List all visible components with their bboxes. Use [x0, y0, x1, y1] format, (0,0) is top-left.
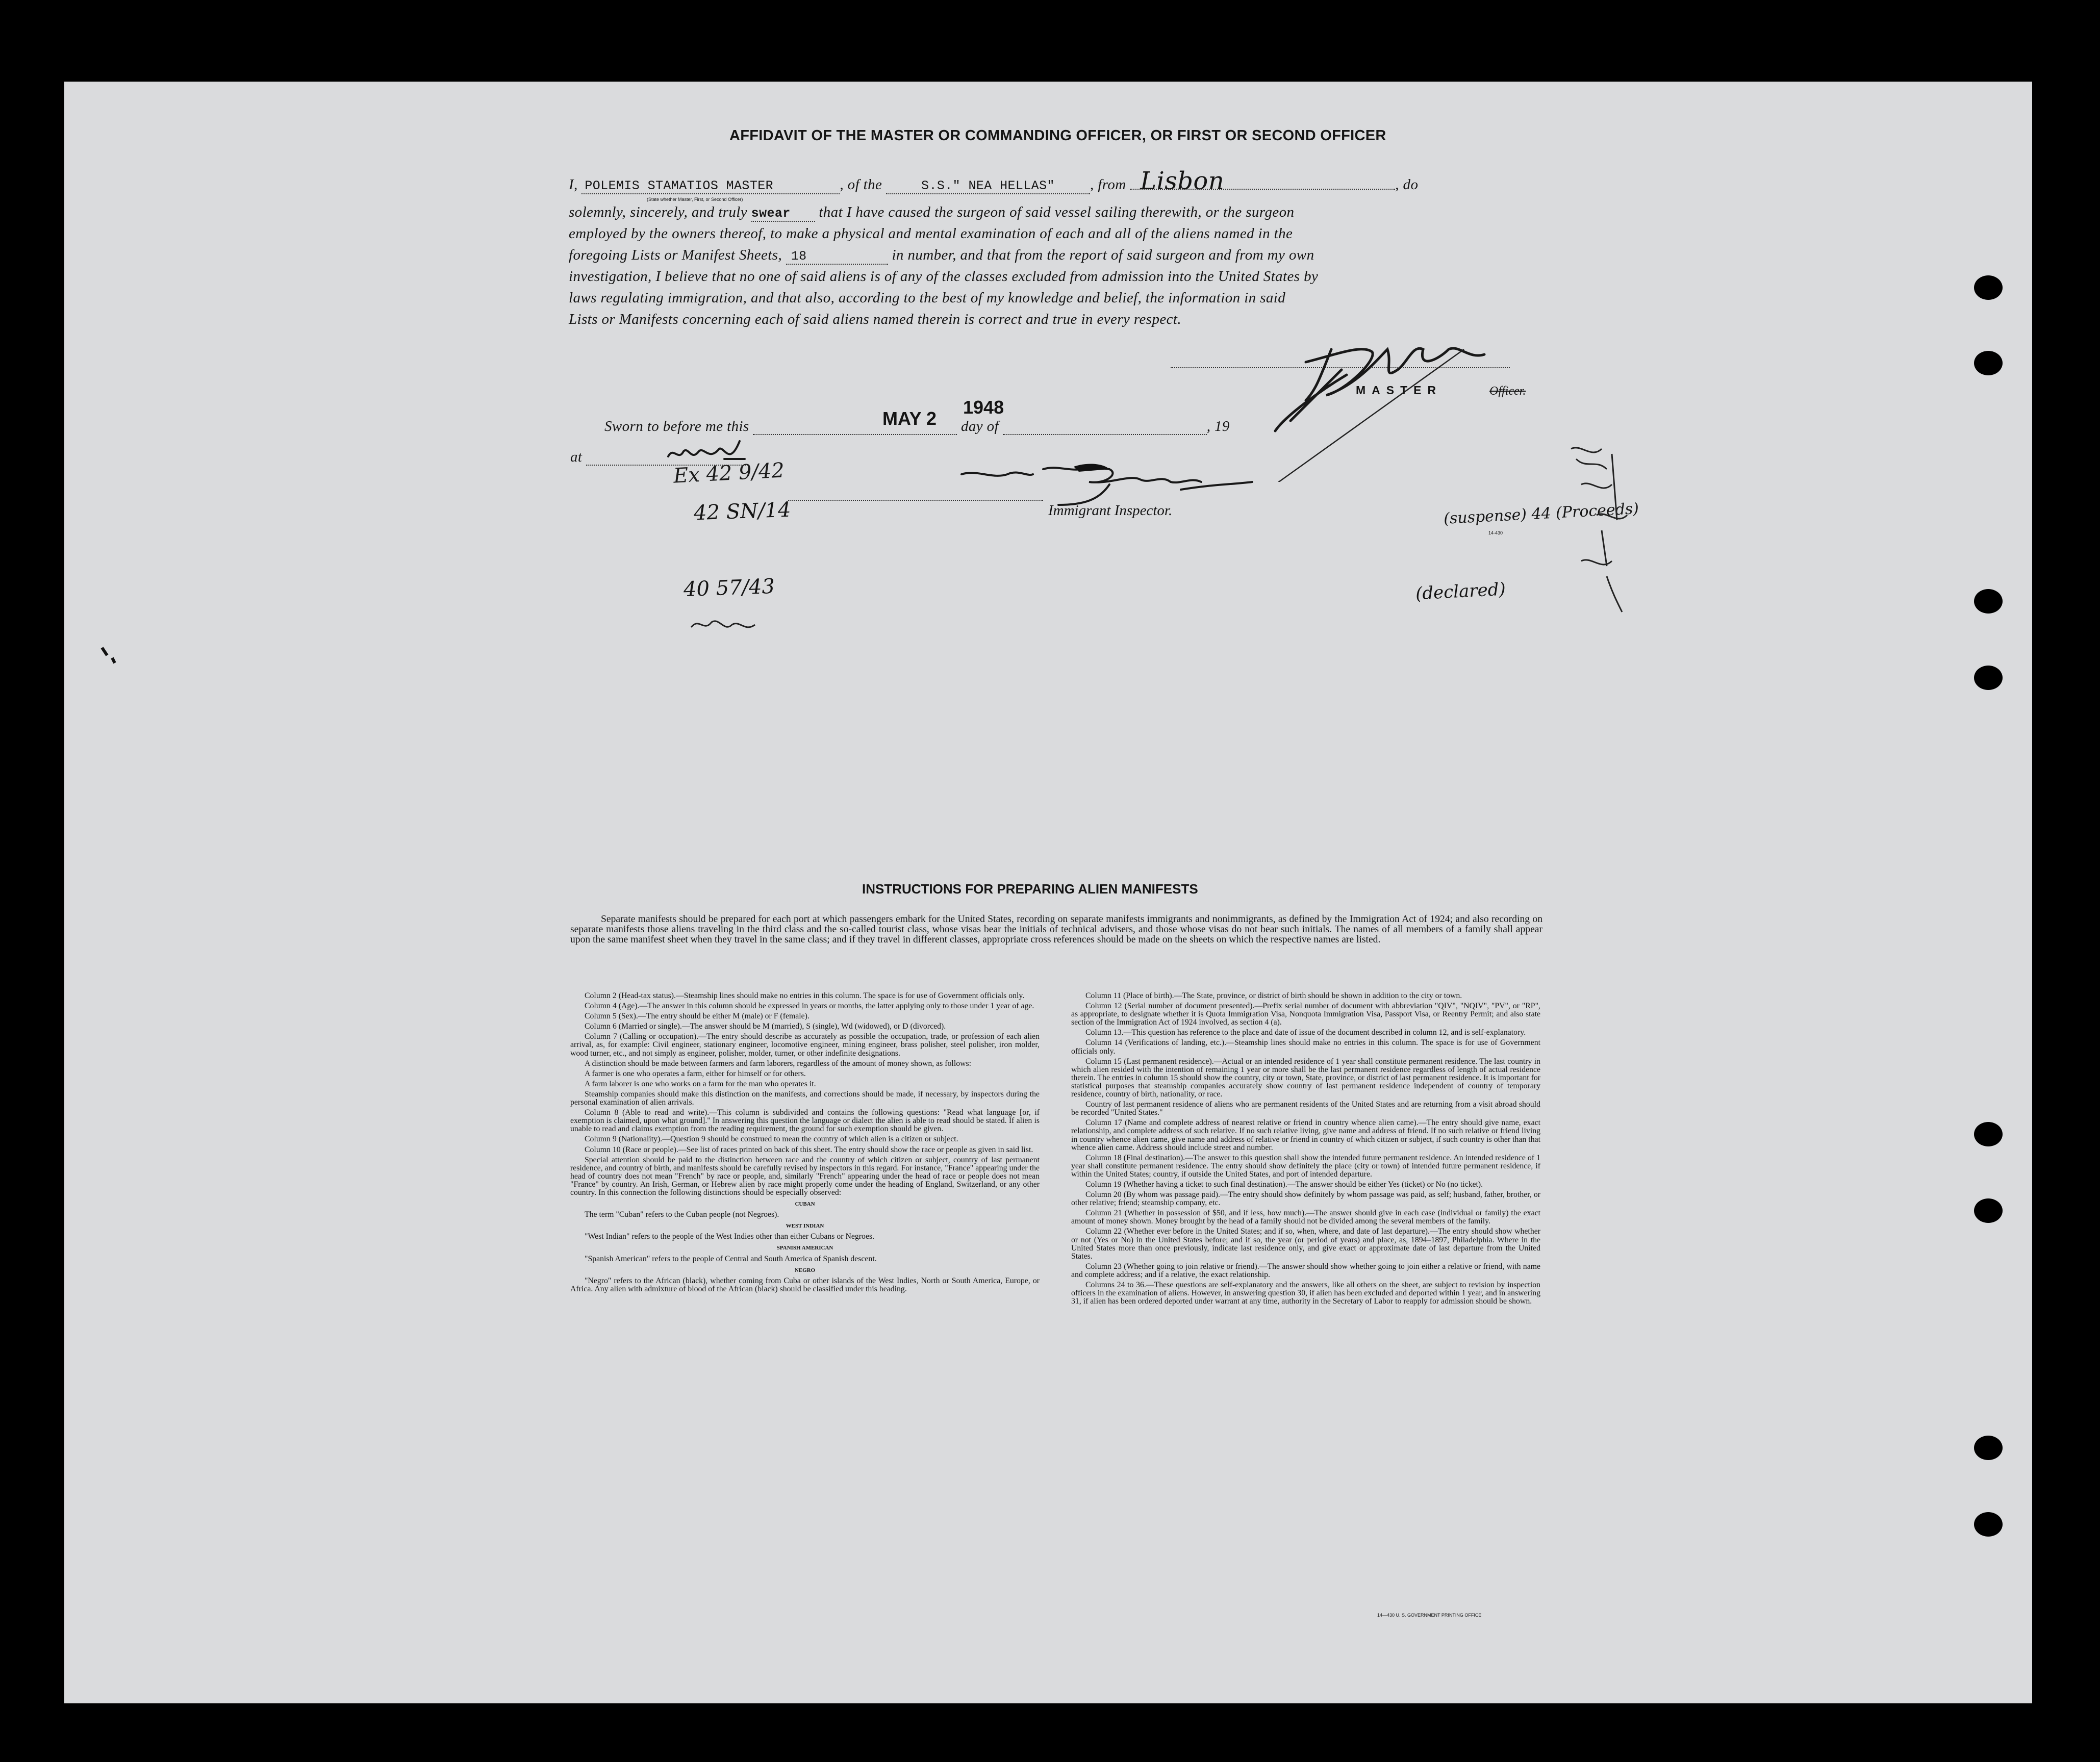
affidavit-text: I, [569, 176, 578, 193]
column-8-instruction: Column 8 (Able to read and write).—This column is subdivided and contains the following questions: "Read what language [or, if exemption is claimed, upon what ground]." In answering this question the language or dialect the alien is able to read should be stated. If alien is unable to read and claims exemption from the reading requirement, the ground for such exemption should be given. [570, 1108, 1040, 1134]
margin-annotation: Ex 42 9/42 [672, 458, 785, 488]
punch-hole [1974, 351, 2003, 375]
punch-hole [1974, 1198, 2003, 1223]
sheet-count-field: 18 [786, 249, 888, 265]
column-18-instruction: Column 18 (Final destination).—The answer to this question shall show the intended future permanent residence. An intended residence of 1 year shall constitute permanent residence. The entry should show definitely the place (city or town) of intended future permanent residence, if within the United States; country, if outside the United States, and port of intended departure. [1071, 1153, 1540, 1179]
column-4-instruction: Column 4 (Age).—The answer in this column should be expressed in years or months, the latter applying only to those under 1 year of age. [585, 1002, 1034, 1011]
race-definition-west-indian: "West Indian" refers to the people of the West Indies other than either Cubans or Negroes. [585, 1232, 875, 1241]
instructions-intro [570, 914, 1542, 945]
affidavit-line-4 [569, 247, 1546, 265]
column-15-us-residents-note: Country of last permanent residence of aliens who are permanent residents of the United States and are returning from a visit abroad should be recorded "United States." [1071, 1100, 1540, 1117]
sworn-text: , 19 [1206, 418, 1230, 435]
race-heading-cuban: CUBAN [795, 1201, 815, 1208]
punch-hole [1974, 1512, 2003, 1537]
instructions-left-column [570, 992, 1040, 1295]
sworn-text: day of [960, 418, 999, 435]
column-7-farmers-note: A distinction should be made between farmers and farm laborers, regardless of the amount of money shown, as follows: [585, 1059, 972, 1068]
column-22-instruction: Column 22 (Whether ever before in the United States; and if so, when, where, and date of last departure).—The entry should show whether or not (Yes or No) in the United States before; and if so, the year (or period of years) and place, as, 1894–1897, Philadelphia. Where in the United States more than once previously, indicate last residence only, and give exact or approximate date of last departure from the United States. [1071, 1227, 1540, 1261]
column-21-instruction: Column 21 (Whether in possession of $50, and if less, how much).—The answer should give in each case (individual or family) the exact amount of money shown. Money brought by the head of a family should not be divided among the several members of the family. [1071, 1209, 1540, 1226]
margin-annotation: (declared) [1415, 579, 1506, 604]
at-text: at [570, 449, 583, 465]
affidavit-line-3: employed by the owners thereof, to make a physical and mental examination of each and all of the aliens named in the [569, 225, 1293, 242]
from-port-handwritten: Lisbon [1130, 173, 1395, 190]
affidavit-text: , do [1395, 176, 1419, 193]
master-label: MASTER [1356, 384, 1443, 397]
affidavit-text: , from [1090, 176, 1126, 193]
race-distinction-note: Special attention should be paid to the distinction between race and the country of which citizen or subject, country of last permanent residence, and country of birth, and manifests should be carefully revised by inspectors in this regard. For instance, "France" appearing under the head of country does not mean "French" by race or people, and, similarly "French" appearing under the head of race or people does not mean "France" by country. An Irish, German, or Hebrew alien by race might properly come under the heading of England, Switzerland, or any other country. In this connection the following distinctions should be especially observed: [570, 1155, 1040, 1197]
printing-office-footer: 14—430 U. S. GOVERNMENT PRINTING OFFICE [1377, 1613, 1482, 1618]
swear-field: swear [751, 206, 815, 222]
affidavit-line-1 [569, 167, 1546, 195]
column-9-instruction: Column 9 (Nationality).—Question 9 should be construed to mean the country of which alien is a citizen or subject. [585, 1135, 958, 1144]
affidavit-line-6: laws regulating immigration, and that also, according to the best of my knowledge and belief, the information in said [569, 290, 1286, 306]
column-23-instruction: Column 23 (Whether going to join relative or friend).—The answer should show whether going to join either a relative or friend, with name and complete address; and if a relative, the exact relationship. [1071, 1262, 1540, 1279]
race-heading-spanish-american: SPANISH AMERICAN [776, 1245, 833, 1252]
affidavit-text: solemnly, sincerely, and truly [569, 204, 748, 220]
date-stamp-year: 1948 [963, 397, 1004, 418]
affidavit-text: , of the [840, 176, 882, 193]
column-13-instruction: Column 13.—This question has reference to the place and date of issue of the document described in column 12, and is self-explanatory. [1085, 1028, 1526, 1037]
sworn-month-field [1003, 421, 1207, 435]
officer-struck: Officer. [1489, 385, 1526, 398]
margin-annotation: 40 57/43 [683, 574, 775, 602]
column-19-instruction: Column 19 (Whether having a ticket to such final destination).—The answer should be either Yes (ticket) or No (no ticket). [1085, 1180, 1483, 1189]
punch-hole [1974, 666, 2003, 690]
vessel-name-field: S.S." NEA HELLAS" [886, 178, 1090, 194]
column-14-instruction: Column 14 (Verifications of landing, etc.).—Steamship lines should make no entries in this column. The space is for use of Government officials only. [1071, 1038, 1540, 1056]
columns-24-36-instruction: Columns 24 to 36.—These questions are self-explanatory and the answers, like all others on the sheet, are subject to revision by inspection officers in the examination of aliens. However, in answering question 30, if alien has been excluded and deported within 1 year, and in answering 31, if alien has been ordered deported under warrant at any time, authority in the Secretary of Labor to reapply for admission should be shown. [1071, 1281, 1540, 1306]
margin-annotation: 42 SN/14 [693, 498, 792, 525]
affidavit-line-2 [569, 204, 1546, 222]
margin-vertical-notes [1561, 439, 1653, 632]
race-definition-cuban: The term "Cuban" refers to the Cuban people (not Negroes). [585, 1210, 779, 1219]
affidavit-text: in number, and that from the report of said surgeon and from my own [892, 247, 1314, 263]
column-10-instruction: Column 10 (Race or people).—See list of races printed on back of this sheet. The entry should show the race or people as given in said list. [585, 1145, 1033, 1154]
race-heading-west-indian: WEST INDIAN [786, 1223, 824, 1230]
date-stamp-day: MAY 2 [882, 408, 937, 429]
intro-paragraph: Separate manifests should be prepared for each port at which passengers embark for the United States, recording on separate manifests immigrants and nonimmigrants, as defined by the Immigration Act of 1924; and also recording on separate manifests those aliens traveling in the third class and the so-called tourist class, whose visas bear the initials of technical advisers, and those whose visas do not bear such initials. The names of all members of a family shall appear upon the same manifest sheet when they travel in the same class; and if they travel in different classes, appropriate cross references should be made on the sheets on which the respective names are listed. [570, 914, 1542, 945]
instructions-title: INSTRUCTIONS FOR PREPARING ALIEN MANIFESTS [862, 881, 1198, 897]
column-20-instruction: Column 20 (By whom was passage paid).—The entry should show definitely by whom passage was paid, as self; husband, father, brother, or other relative; friend; steamship company, etc. [1071, 1190, 1540, 1208]
race-definition-negro: "Negro" refers to the African (black), whether coming from Cuba or other islands of the West Indies, North or South America, Europe, or Africa. Any alien with admixture of blood of the African (black) should be classified under this heading. [570, 1276, 1040, 1293]
column-12-instruction: Column 12 (Serial number of document presented).—Prefix serial number of document with abbreviation "QIV", "NQIV", "PV", or "RP", as appropriate, to designate whether it is Quota Immigration Visa, Nonquota Immigration Visa, Passport Visa, or Reentry Permit; and also state section of the Immigration Act of 1924 involved, as section 4 (a). [1071, 1002, 1540, 1027]
officer-rank-note: (State whether Master, First, or Second Officer) [647, 197, 743, 202]
farmer-definition: A farmer is one who operates a farm, either for himself or for others. [585, 1069, 806, 1078]
column-7-instruction: Column 7 (Calling or occupation).—The entry should describe as accurately as possible the occupation, trade, or profession of each alien arrival, as, for example: Civil engineer, stationary engineer, locomotive engineer, mining engineer, brass polisher, steel polisher, iron molder, wood turner, etc., and not simply as engineer, polisher, molder, turner, or other indefinite designations. [570, 1032, 1040, 1058]
margin-scribble [689, 612, 760, 643]
race-heading-negro: NEGRO [794, 1267, 816, 1273]
affidavit-line-7: Lists or Manifests concerning each of said aliens named therein is correct and true in every respect. [569, 311, 1181, 327]
margin-marks [92, 643, 133, 765]
column-11-instruction: Column 11 (Place of birth).—The State, province, or district of birth should be shown in addition to the city or town. [1085, 991, 1462, 1000]
punch-hole [1974, 589, 2003, 614]
punch-hole [1974, 1122, 2003, 1146]
race-definition-spanish-american: "Spanish American" refers to the people of Central and South America of Spanish descent. [585, 1254, 877, 1263]
distinction-note: Steamship companies should make this distinction on the manifests, and corrections should be made, if necessary, by inspectors during the personal examination of alien arrivals. [570, 1089, 1040, 1107]
instructions-right-column [1071, 992, 1540, 1306]
punch-hole [1974, 275, 2003, 300]
inspector-label: Immigrant Inspector. [1048, 502, 1173, 519]
master-name-field: POLEMIS STAMATIOS MASTER [581, 178, 840, 194]
column-6-instruction: Column 6 (Married or single).—The answer should be M (married), S (single), Wd (widowed), or D (divorced). [585, 1022, 946, 1031]
column-2-instruction: Column 2 (Head-tax status).—Steamship lines should make no entries in this column. The space is for use of Government officials only. [585, 991, 1025, 1000]
master-signature [1245, 314, 1510, 482]
punch-hole [1974, 1436, 2003, 1460]
form-number: 14-430 [1488, 530, 1503, 535]
affidavit-text: foregoing Lists or Manifest Sheets, [569, 247, 782, 263]
affidavit-line-5: investigation, I believe that no one of said aliens is of any of the classes excluded from admission into the United States by [569, 268, 1319, 285]
sworn-text: Sworn to before me this [604, 418, 749, 435]
farm-laborer-definition: A farm laborer is one who works on a farm for the man who operates it. [585, 1079, 816, 1088]
column-17-instruction: Column 17 (Name and complete address of nearest relative or friend in country whence alien came).—The entry should give name, exact relationship, and complete address of such relative. If no such relative living, give name and address of friend. If no such relative or friend living in country whence alien came, give name and address of relative or friend in country of which citizen or subject, if such country is other than that whence alien came. Address should include street and number. [1071, 1118, 1540, 1152]
column-15-instruction: Column 15 (Last permanent residence).—Actual or an intended residence of 1 year shall constitute permanent residence. The last country in which alien resided with the intention of remaining 1 year or more shall be the last permanent residence regardless of length of actual residence therein. The entries in column 15 should show the country, city or town, State, province, or district of last permanent residence. It is important for statistical purposes that steamship companies accurately show country of last permanent residence independent of country of temporary residence, country of birth, nationality, or race. [1071, 1057, 1540, 1099]
margin-annotation: (suspense) 44 (Proceeds) [1443, 499, 1639, 528]
column-5-instruction: Column 5 (Sex).—The entry should be either M (male) or F (female). [585, 1012, 809, 1021]
affidavit-text: that I have caused the surgeon of said vessel sailing therewith, or the surgeon [819, 204, 1295, 220]
affidavit-title: AFFIDAVIT OF THE MASTER OR COMMANDING OFFICER, OR FIRST OR SECOND OFFICER [729, 127, 1386, 144]
